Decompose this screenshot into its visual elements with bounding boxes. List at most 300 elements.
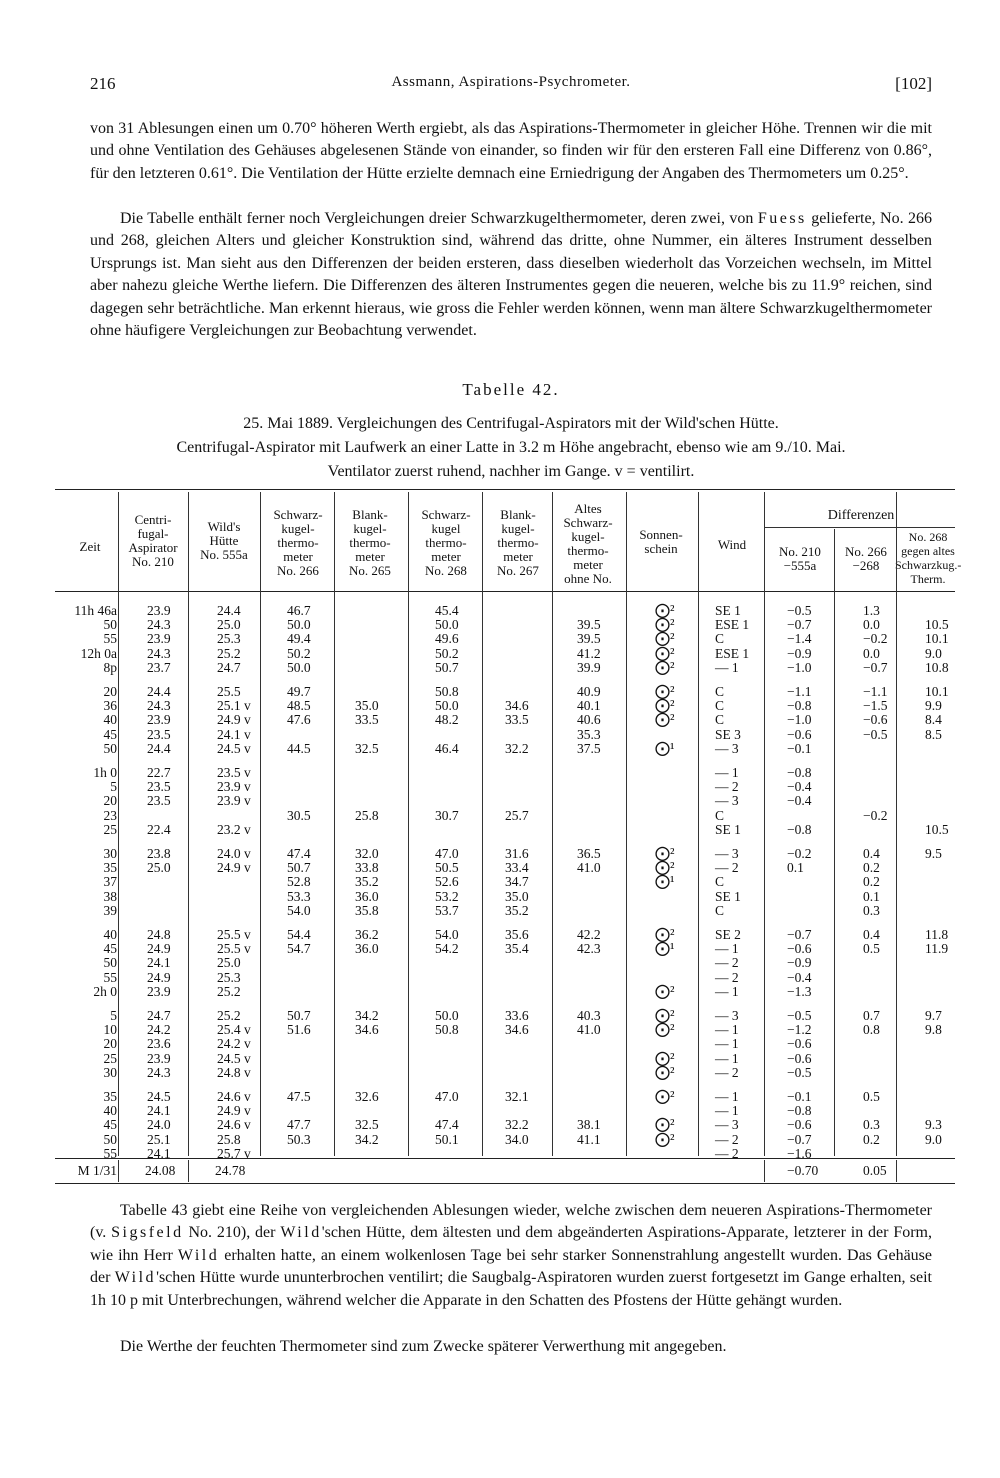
cell-wild: 24.0 v: [217, 846, 251, 861]
column-divider: [188, 492, 189, 1156]
table-row: [55, 647, 955, 661]
cell-schwarz-268: 47.0: [435, 846, 459, 861]
cell-wild: 23.9 v: [217, 793, 251, 809]
table-row: [55, 971, 955, 985]
cell-diff-266-268: 0.0: [863, 617, 880, 633]
cell-diff-210-555: −0.8: [787, 821, 812, 837]
cell-sonnenschein: ⨀²: [655, 1050, 675, 1067]
cell-zeit: 40: [103, 1103, 117, 1119]
cell-altes: 39.5: [577, 617, 601, 633]
cell-zeit: 39: [103, 902, 117, 918]
cell-sonnenschein: ⨀²: [655, 1022, 675, 1039]
cell-centrifugal: 23.8: [147, 846, 171, 861]
cell-zeit: 50: [103, 955, 117, 971]
cell-wind: — 1: [715, 1022, 739, 1038]
cell-wind: — 3: [715, 1008, 739, 1023]
header-diff-210-555: No. 210 −555a: [779, 544, 821, 573]
cell-sonnenschein: ⨀²: [655, 645, 675, 662]
cell-altes: 40.1: [577, 698, 601, 714]
cell-schwarz-266: 50.7: [287, 860, 311, 876]
column-divider: [118, 492, 119, 1156]
cell-diff-268-altes: 10.1: [925, 631, 949, 647]
cell-wind: — 1: [715, 1089, 739, 1104]
cell-blank-267: 35.6: [505, 927, 529, 942]
column-divider: [698, 492, 699, 1156]
cell-diff-210-555: −0.6: [787, 1117, 812, 1133]
header-blank-267: Blank- kugel- thermo- meter No. 267: [497, 507, 539, 578]
cell-blank-267: 32.2: [505, 1117, 529, 1133]
cell-centrifugal: 24.5: [147, 1089, 171, 1104]
cell-diff-210-555: −0.8: [787, 698, 812, 714]
cell-centrifugal: 24.9: [147, 941, 171, 957]
cell-centrifugal: 22.4: [147, 821, 171, 837]
cell-schwarz-268: 50.8: [435, 684, 459, 699]
header-diff-266-268: No. 266 −268: [845, 544, 887, 573]
cell-diff-210-555: −0.7: [787, 927, 812, 942]
cell-centrifugal: 23.9: [147, 603, 171, 618]
cell-sonnenschein: ⨀²: [655, 1064, 675, 1081]
cell-diff-266-268: 0.2: [863, 860, 880, 876]
cell-wind: SE 2: [715, 927, 741, 942]
table-row: [55, 823, 955, 837]
cell-centrifugal: 23.9: [147, 1050, 171, 1066]
cell-wind: ESE 1: [715, 645, 750, 661]
cell-zeit: 25: [103, 1050, 117, 1066]
cell-zeit: 11h 46a: [74, 603, 117, 618]
cell-centrifugal: 24.1: [147, 1103, 171, 1119]
name-fuess: Fuess: [757, 210, 807, 227]
cell-altes: 42.3: [577, 941, 601, 957]
cell-altes: 38.1: [577, 1117, 601, 1133]
cell-schwarz-266: 52.8: [287, 874, 311, 890]
cell-blank-267: 35.0: [505, 888, 529, 904]
cell-sonnenschein: ⨀²: [655, 983, 675, 1000]
cell-wild: 23.9 v: [217, 779, 251, 795]
differenzen-rule: [765, 527, 955, 528]
cell-centrifugal: 23.9: [147, 631, 171, 647]
cell-centrifugal: 23.9: [147, 712, 171, 728]
table-row: [55, 1009, 955, 1023]
cell-centrifugal: 23.5: [147, 779, 171, 795]
cell-wild: 25.5: [217, 684, 241, 699]
cell-diff-266-268: −0.7: [863, 659, 888, 675]
cell-diff-210-555: −0.5: [787, 1064, 812, 1080]
cell-blank-267: 34.6: [505, 698, 529, 714]
cell-zeit: 45: [103, 726, 117, 742]
cell-wild: 25.2: [217, 645, 241, 661]
cell-altes: 40.9: [577, 684, 601, 699]
mean-centrifugal: 24.08: [145, 1163, 176, 1178]
cell-wind: SE 3: [715, 726, 741, 742]
cell-altes: 39.9: [577, 659, 601, 675]
cell-diff-210-555: −0.5: [787, 1008, 812, 1023]
table-row: [55, 1118, 955, 1132]
cell-zeit: 20: [103, 684, 117, 699]
text-run: No. 210), der: [183, 1224, 281, 1242]
cell-diff-268-altes: 10.8: [925, 659, 949, 675]
table-row: [55, 1037, 955, 1051]
cell-altes: 41.0: [577, 1022, 601, 1038]
cell-sonnenschein: ⨀²: [655, 1131, 675, 1148]
cell-wild: 25.2: [217, 983, 241, 999]
cell-wind: — 2: [715, 860, 739, 876]
cell-altes: 39.5: [577, 631, 601, 647]
cell-blank-265: 33.5: [355, 712, 379, 728]
cell-blank-267: 33.5: [505, 712, 529, 728]
cell-zeit: 45: [103, 1117, 117, 1133]
cell-diff-210-555: 0.1: [787, 860, 804, 876]
cell-zeit: 55: [103, 1145, 117, 1161]
cell-schwarz-268: 50.2: [435, 645, 459, 661]
cell-blank-265: 35.8: [355, 902, 379, 918]
name-wild: Wild: [280, 1224, 322, 1242]
cell-diff-268-altes: 10.5: [925, 821, 949, 837]
cell-centrifugal: 24.3: [147, 698, 171, 714]
cell-wild: 25.0: [217, 955, 241, 971]
table-row: [55, 904, 955, 918]
cell-altes: 35.3: [577, 726, 601, 742]
cell-zeit: 55: [103, 969, 117, 985]
cell-schwarz-266: 50.2: [287, 645, 311, 661]
cell-blank-265: 36.2: [355, 927, 379, 942]
cell-wild: 24.7: [217, 659, 241, 675]
column-divider: [896, 1160, 897, 1182]
cell-altes: 36.5: [577, 846, 601, 861]
cell-schwarz-268: 54.0: [435, 927, 459, 942]
cell-altes: 40.3: [577, 1008, 601, 1023]
cell-wild: 24.5 v: [217, 1050, 251, 1066]
cell-diff-266-268: 1.3: [863, 603, 880, 618]
table-caption-3: Ventilator zuerst ruhend, nachher im Gange. v = ventilirt.: [327, 463, 695, 480]
cell-centrifugal: 23.5: [147, 726, 171, 742]
column-divider: [408, 492, 409, 1156]
cell-wind: — 2: [715, 1145, 739, 1161]
cell-centrifugal: 24.0: [147, 1117, 171, 1133]
cell-blank-267: 32.1: [505, 1089, 529, 1104]
cell-diff-210-555: −0.6: [787, 1036, 812, 1052]
cell-diff-266-268: 0.3: [863, 902, 880, 918]
cell-schwarz-268: 50.5: [435, 860, 459, 876]
cell-sonnenschein: ⨀²: [655, 927, 675, 943]
header-schwarz-266: Schwarz- kugel- thermo- meter No. 266: [273, 507, 323, 578]
cell-centrifugal: 23.5: [147, 793, 171, 809]
cell-sonnenschein: ⨀²: [655, 1008, 675, 1024]
table-row: [55, 661, 955, 675]
cell-schwarz-266: 50.3: [287, 1131, 311, 1147]
cell-sonnenschein: ⨀²: [655, 659, 675, 676]
cell-sonnenschein: ⨀²: [655, 617, 675, 634]
cell-diff-268-altes: 11.8: [925, 927, 949, 942]
cell-schwarz-268: 53.7: [435, 902, 459, 918]
column-divider: [764, 492, 765, 1156]
mean-label: M 1/31: [77, 1163, 117, 1178]
cell-wild: 25.8: [217, 1131, 241, 1147]
closing-paragraph-2: Die Werthe der feuchten Thermometer sind zum Zwecke späterer Verwerthung mit angegeben.: [120, 1338, 727, 1355]
cell-diff-266-268: 0.2: [863, 1131, 880, 1147]
running-title: Assmann, Aspirations-Psychrometer.: [391, 74, 631, 90]
text-run: Die Tabelle enthält ferner noch Vergleichungen dreier Schwarzkugelthermometer, deren zwei, von: [120, 210, 758, 227]
cell-blank-267: 34.7: [505, 874, 529, 890]
cell-diff-268-altes: 10.1: [925, 684, 949, 699]
header-differenzen: Differenzen: [827, 508, 895, 523]
cell-diff-210-555: −0.5: [787, 603, 812, 618]
cell-diff-210-555: −1.4: [787, 631, 812, 647]
cell-wind: C: [715, 807, 725, 823]
cell-blank-267: 32.2: [505, 740, 529, 756]
cell-zeit: 5: [110, 779, 117, 795]
cell-centrifugal: 24.4: [147, 684, 171, 699]
intro-paragraph-1: von 31 Ablesungen einen um 0.70° höheren Werth ergiebt, als das Aspirations-Thermometer in gleicher Höhe. Trennen wir die mit und ohne Ventilation des Gehäuses abgelesenen Stände von einander, so finden wir für den ersteren Fall eine Differenz von 0.86°, für den letzteren 0.61°. Die Ventilation der Hütte erzielte demnach eine Erniedrigung der Angaben des Thermometers um 0.25°.: [90, 120, 932, 182]
cell-schwarz-266: 50.0: [287, 617, 311, 633]
cell-wind: ESE 1: [715, 617, 750, 633]
cell-sonnenschein: ⨀²: [655, 1089, 675, 1105]
cell-schwarz-268: 50.8: [435, 1022, 459, 1038]
cell-wild: 25.2: [217, 1008, 241, 1023]
cell-schwarz-266: 48.5: [287, 698, 311, 714]
cell-altes: 40.6: [577, 712, 601, 728]
cell-zeit: 40: [103, 712, 117, 728]
table-row: [55, 699, 955, 713]
cell-blank-267: 34.6: [505, 1022, 529, 1038]
cell-sonnenschein: ⨀²: [655, 846, 675, 862]
cell-centrifugal: 23.6: [147, 1036, 171, 1052]
header-diff-268-altes: No. 268 gegen altes Schwarzkug.- Therm.: [895, 530, 962, 586]
cell-schwarz-266: 47.5: [287, 1089, 311, 1104]
cell-wind: SE 1: [715, 888, 741, 904]
cell-altes: 37.5: [577, 740, 601, 756]
cell-diff-210-555: −0.6: [787, 1050, 812, 1066]
cell-wind: — 2: [715, 779, 739, 795]
cell-zeit: 36: [103, 698, 117, 714]
closing-paragraph-1: [90, 1200, 932, 1312]
cell-diff-266-268: −0.6: [863, 712, 888, 728]
cell-schwarz-266: 46.7: [287, 603, 311, 618]
table-row: [55, 1052, 955, 1066]
cell-wild: 24.9 v: [217, 860, 251, 876]
cell-zeit: 12h 0a: [80, 645, 117, 661]
cell-schwarz-266: 47.6: [287, 712, 311, 728]
cell-centrifugal: 23.9: [147, 983, 171, 999]
table-row: [55, 985, 955, 999]
running-header: [90, 74, 932, 98]
cell-wind: — 1: [715, 659, 739, 675]
cell-sonnenschein: ⨀¹: [655, 874, 675, 891]
text-run: Tabelle 43 giebt eine Reihe von vergleichenden Ablesungen wieder, welche zwischen dem neueren Aspirations-Thermometer (v.: [90, 1202, 932, 1242]
cell-wind: — 3: [715, 1117, 739, 1133]
column-divider: [482, 492, 483, 1156]
cell-schwarz-266: 44.5: [287, 740, 311, 756]
cell-diff-210-555: −1.3: [787, 983, 812, 999]
mean-row: [55, 1163, 955, 1179]
cell-diff-268-altes: 8.5: [925, 726, 942, 742]
table-title: Tabelle 42.: [462, 380, 560, 399]
cell-zeit: 35: [103, 860, 117, 876]
cell-diff-266-268: 0.7: [863, 1008, 880, 1023]
cell-wind: — 1: [715, 1036, 739, 1052]
table-top-rule: [55, 489, 955, 490]
cell-zeit: 55: [103, 631, 117, 647]
cell-wild: 23.5 v: [217, 765, 251, 780]
cell-schwarz-268: 54.2: [435, 941, 459, 957]
cell-zeit: 30: [103, 846, 117, 861]
cell-blank-265: 32.5: [355, 1117, 379, 1133]
section-number: [102]: [895, 74, 932, 93]
table-row: [55, 928, 955, 942]
table-row: [55, 1147, 955, 1161]
cell-diff-266-268: 0.3: [863, 1117, 880, 1133]
cell-zeit: 10: [103, 1022, 117, 1038]
cell-schwarz-266: 47.7: [287, 1117, 311, 1133]
cell-sonnenschein: ⨀¹: [655, 941, 675, 958]
table-row: [55, 890, 955, 904]
cell-centrifugal: 22.7: [147, 765, 171, 780]
cell-zeit: 37: [103, 874, 117, 890]
cell-wind: — 1: [715, 1103, 739, 1119]
cell-centrifugal: 24.1: [147, 955, 171, 971]
cell-zeit: 1h 0: [93, 765, 117, 780]
header-centrifugal: Centri- fugal- Aspirator No. 210: [128, 512, 178, 569]
cell-wind: — 1: [715, 941, 739, 957]
cell-wild: 24.8 v: [217, 1064, 251, 1080]
cell-wild: 24.9 v: [217, 1103, 251, 1119]
table-row: [55, 604, 955, 618]
cell-schwarz-268: 48.2: [435, 712, 459, 728]
cell-wild: 23.2 v: [217, 821, 251, 837]
header-wind: Wind: [717, 537, 747, 552]
cell-blank-265: 35.0: [355, 698, 379, 714]
cell-wild: 25.7 v: [217, 1145, 251, 1161]
cell-diff-210-555: −0.9: [787, 955, 812, 971]
cell-wind: — 1: [715, 983, 739, 999]
column-divider: [188, 1160, 189, 1182]
header-wild: Wild's Hütte No. 555a: [200, 519, 248, 562]
cell-sonnenschein: ⨀²: [655, 603, 675, 619]
cell-wild: 25.5 v: [217, 941, 251, 957]
page-number: 216: [90, 74, 116, 93]
cell-sonnenschein: ⨀¹: [655, 740, 675, 757]
cell-wild: 25.3: [217, 631, 241, 647]
table-row: [55, 875, 955, 889]
cell-centrifugal: 24.9: [147, 969, 171, 985]
intro-paragraph-2: [90, 208, 932, 342]
cell-schwarz-268: 50.0: [435, 1008, 459, 1023]
cell-wild: 24.2 v: [217, 1036, 251, 1052]
cell-zeit: 8p: [103, 659, 117, 675]
mean-wild: 24.78: [215, 1163, 246, 1178]
mean-diff-266-268: 0.05: [863, 1163, 887, 1178]
header-schwarz-268: Schwarz- kugel thermo- meter No. 268: [421, 507, 471, 578]
cell-centrifugal: 25.0: [147, 860, 171, 876]
cell-wind: C: [715, 631, 725, 647]
cell-zeit: 5: [110, 1008, 117, 1023]
table-caption-2: Centrifugal-Aspirator mit Laufwerk an einer Latte in 3.2 m Höhe angebracht, ebenso wie am 9./10. Mai.: [176, 439, 846, 456]
cell-wild: 25.1 v: [217, 698, 251, 714]
cell-diff-210-555: −0.8: [787, 1103, 812, 1119]
cell-blank-267: 25.7: [505, 807, 529, 823]
cell-centrifugal: 24.3: [147, 645, 171, 661]
cell-schwarz-268: 50.0: [435, 617, 459, 633]
column-divider: [764, 1160, 765, 1182]
table-row: [55, 942, 955, 956]
cell-diff-266-268: −1.5: [863, 698, 888, 714]
cell-diff-268-altes: 8.4: [925, 712, 942, 728]
cell-wild: 24.6 v: [217, 1089, 251, 1104]
cell-schwarz-266: 51.6: [287, 1022, 311, 1038]
cell-wind: C: [715, 698, 725, 714]
table-end-rule: [55, 1183, 955, 1184]
cell-wind: — 3: [715, 740, 739, 756]
text-run: 'schen Hütte wurde ununterbrochen ventilirt; die Saugbalg-Aspiratoren wurden zuerst fortgesetzt im Gange erhalten, seit 1h 10 p mit Unterbrechungen, während welcher die Apparate in den Schatten des Pfostens der Hütte gehängt wurden.: [90, 1269, 932, 1309]
table-row: [55, 685, 955, 699]
cell-wind: — 3: [715, 846, 739, 861]
cell-diff-268-altes: 9.3: [925, 1117, 942, 1133]
table-row: [55, 794, 955, 808]
cell-blank-265: 34.2: [355, 1131, 379, 1147]
name-wild: Wild: [114, 1269, 157, 1287]
cell-diff-268-altes: 9.8: [925, 1022, 942, 1038]
cell-schwarz-266: 49.4: [287, 631, 311, 647]
table-row: [55, 1066, 955, 1080]
cell-zeit: 35: [103, 1089, 117, 1104]
cell-blank-265: 32.5: [355, 740, 379, 756]
cell-schwarz-268: 46.4: [435, 740, 459, 756]
cell-diff-210-555: −0.1: [787, 1089, 812, 1104]
cell-schwarz-268: 49.6: [435, 631, 459, 647]
cell-schwarz-266: 50.0: [287, 659, 311, 675]
table-row: [55, 1023, 955, 1037]
cell-schwarz-268: 47.0: [435, 1089, 459, 1104]
cell-diff-210-555: −1.0: [787, 712, 812, 728]
cell-schwarz-268: 50.0: [435, 698, 459, 714]
column-divider: [896, 492, 897, 1156]
cell-blank-267: 34.0: [505, 1131, 529, 1147]
cell-diff-210-555: −0.4: [787, 779, 812, 795]
header-blank-265: Blank- kugel- thermo- meter No. 265: [349, 507, 391, 578]
cell-wild: 24.9 v: [217, 712, 251, 728]
table-row: [55, 1090, 955, 1104]
cell-altes: 41.1: [577, 1131, 601, 1147]
cell-sonnenschein: ⨀²: [655, 631, 675, 648]
cell-schwarz-266: 47.4: [287, 846, 311, 861]
cell-diff-266-268: 0.1: [863, 888, 880, 904]
cell-wind: SE 1: [715, 821, 741, 837]
cell-blank-265: 35.2: [355, 874, 379, 890]
cell-diff-210-555: −1.2: [787, 1022, 812, 1038]
name-wild: Wild: [177, 1246, 220, 1264]
cell-sonnenschein: ⨀²: [655, 698, 675, 715]
cell-blank-267: 35.4: [505, 941, 529, 957]
cell-zeit: 40: [103, 927, 117, 942]
cell-sonnenschein: ⨀²: [655, 860, 675, 877]
cell-wild: 24.6 v: [217, 1117, 251, 1133]
column-divider: [552, 492, 553, 1156]
cell-schwarz-266: 49.7: [287, 684, 311, 699]
cell-wind: — 2: [715, 969, 739, 985]
cell-wind: — 1: [715, 765, 739, 780]
cell-diff-266-268: 0.8: [863, 1022, 880, 1038]
cell-zeit: 50: [103, 740, 117, 756]
cell-zeit: 45: [103, 941, 117, 957]
cell-diff-210-555: −1.0: [787, 659, 812, 675]
cell-wind: C: [715, 902, 725, 918]
cell-diff-266-268: −0.5: [863, 726, 888, 742]
cell-diff-266-268: −0.2: [863, 807, 888, 823]
mean-diff-210-555: −0.70: [787, 1163, 819, 1178]
table-row: [55, 861, 955, 875]
cell-wind: — 2: [715, 1064, 739, 1080]
header-zeit: Zeit: [79, 539, 101, 554]
cell-zeit: 30: [103, 1064, 117, 1080]
